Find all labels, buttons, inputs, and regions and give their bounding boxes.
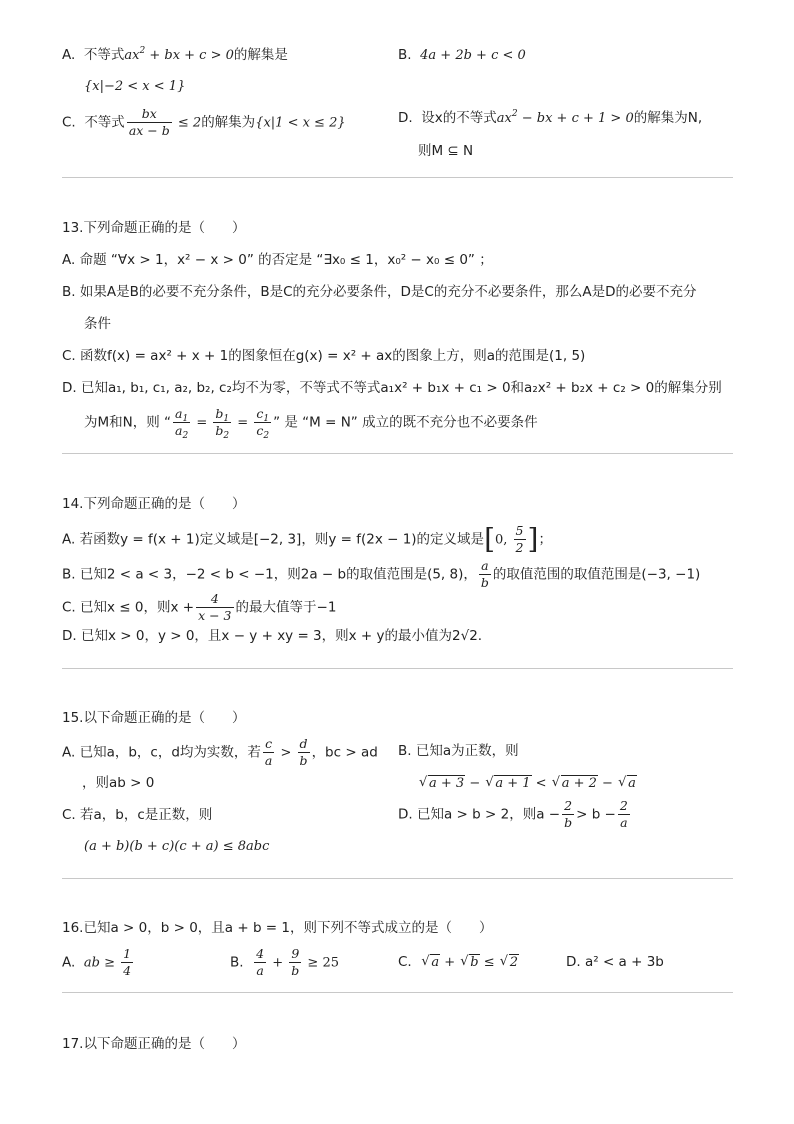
option-text: 的取值范围的取值范围是(−3, −1) xyxy=(492,566,701,583)
divider xyxy=(62,177,733,178)
q12-option-a xyxy=(62,45,288,66)
q13-option-c: C. 函数f(x) = ax² + x + 1的图象恒在g(x) = x² + ax的图象上方，则a的范围是(1, 5) xyxy=(62,348,586,364)
option-label: A. xyxy=(62,47,76,63)
q12-option-a-set: {x|−2 < x < 1} xyxy=(84,79,186,94)
fraction: $\frac{4}{x - 3}$ xyxy=(198,591,232,623)
option-label: B. xyxy=(230,954,244,971)
divider xyxy=(62,992,733,993)
option-text: A. 已知a，b，c，d均为实数，若 xyxy=(62,744,261,761)
q13-option-d-line2: 为M和N，则 “ $\frac{a_1}{a_2}$ = $\frac{b_1}{b_2}$ = $\frac{c_1}{c_2}$ ” 是 “M = N” 成立的既不充分也不必要条件 xyxy=(84,406,538,441)
option-text: B. 已知2 < a < 3，−2 < b < −1，则2a − b的取值范围是(5, 8)， xyxy=(62,566,477,583)
fraction: $\frac{a_1}{a_2}$ xyxy=(175,406,189,441)
fraction: $\frac{d}{b}$ xyxy=(299,736,308,768)
option-label: D. xyxy=(398,110,413,126)
fraction: $\frac{1}{4}$ xyxy=(123,946,132,978)
q15-stem: 15.以下命题正确的是（ ） xyxy=(62,710,246,726)
q16-option-d: D. a² < a + 3b xyxy=(566,954,664,970)
q14-option-d: D. 已知x > 0，y > 0，且x − y + xy = 3，则x + y的最小值为2√2. xyxy=(62,628,483,644)
fraction: $\frac{a}{b}$ xyxy=(480,558,489,590)
option-text: C. 已知x ≤ 0，则x + xyxy=(62,599,195,616)
option-text: ” 是 “M = N” 成立的既不充分也不必要条件 xyxy=(273,414,538,431)
option-text: > b − xyxy=(576,806,616,823)
q13-option-d: D. 已知a₁, b₁, c₁, a₂, b₂, c₂均不为零，不等式不等式a₁x² + b₁x + c₁ > 0和a₂x² + b₂x + c₂ > 0的解集分别 xyxy=(62,380,722,396)
q12-option-d xyxy=(398,108,702,129)
option-text: ，bc > ad xyxy=(311,744,378,761)
math-inline: {x|1 < x ≤ 2} xyxy=(255,115,346,131)
divider xyxy=(62,878,733,879)
q15-option-b: B. 已知a为正数，则 xyxy=(398,743,519,759)
option-text: 的解集为 xyxy=(201,114,256,131)
q16-option-a: A. ab ≥ $\frac{1}{4}$ xyxy=(62,946,132,978)
q12-option-b xyxy=(398,45,526,66)
q15-option-c-line2: (a + b)(b + c)(c + a) ≤ 8abc xyxy=(84,839,270,854)
option-text: 设x的不等式 xyxy=(421,110,497,126)
q14-option-c xyxy=(62,593,336,622)
q15-option-a: A. 已知a，b，c，d均为实数，若 $\frac{c}{a}$ > $\frac{d}{b}$ ，bc > ad xyxy=(62,736,378,768)
q16-option-b: B. $\frac{4}{a}$ + $\frac{9}{b}$ ≥ 25 xyxy=(230,946,339,978)
fraction: $\frac{b_1}{b_2}$ xyxy=(215,406,230,441)
option-text: D. 已知a > b > 2，则a − xyxy=(398,806,561,823)
q13-stem: 13.下列命题正确的是（ ） xyxy=(62,220,246,236)
fraction: $\frac{bx}{ax - b}$ xyxy=(128,106,170,138)
fraction: $\frac{c}{a}$ xyxy=(264,736,273,768)
option-text: ； xyxy=(538,531,552,548)
fraction: $\frac{9}{b}$ xyxy=(291,946,300,978)
math-inline: 4a + 2b + c < 0 xyxy=(420,48,526,63)
fraction: $\frac{5}{2}$ xyxy=(515,523,524,555)
q13-option-a: A. 命题 “∀x > 1，x² − x > 0” 的否定是 “∃x₀ ≤ 1，x₀² − x₀ ≤ 0” ； xyxy=(62,252,493,268)
q14-stem: 14.下列命题正确的是（ ） xyxy=(62,496,246,512)
q16-stem: 16.已知a > 0，b > 0，且a + b = 1，则下列不等式成立的是（ ） xyxy=(62,920,493,936)
q16-option-c: C. √ a + √ b ≤ √ 2 xyxy=(398,952,519,973)
divider xyxy=(62,453,733,454)
math-inline: $ax^2$ − bx + c + 1 > 0 xyxy=(496,109,634,126)
option-text: 的最大值等于−1 xyxy=(235,599,337,616)
option-text: 的解集是 xyxy=(233,47,288,63)
q15-option-b-line2: √ a + 3 − √ a + 1 < √ a + 2 − √ a xyxy=(418,773,637,794)
fraction: $\frac{4}{a}$ xyxy=(256,946,265,978)
option-label: B. xyxy=(398,47,412,63)
q17-stem: 17.以下命题正确的是（ ） xyxy=(62,1036,246,1052)
q15-option-d xyxy=(398,800,632,829)
math-inline: $ax^2$ + bx + c > 0 xyxy=(124,46,234,63)
q13-option-b-line2: 条件 xyxy=(84,316,111,332)
option-label: C. xyxy=(398,954,412,970)
q15-option-c: C. 若a，b，c是正数，则 xyxy=(62,807,213,823)
option-label: A. xyxy=(62,954,76,971)
q12-option-d-line2: 则M ⊆ N xyxy=(418,143,474,159)
option-text: A. 若函数y = f(x + 1)定义域是[−2, 3]，则y = f(2x − 1)的定义域是 xyxy=(62,531,485,548)
option-text: 的解集为N, xyxy=(633,110,703,126)
q14-option-a: A. 若函数y = f(x + 1)定义域是[−2, 3]，则y = f(2x − 1)的定义域是[0, $\frac{5}{2}$ ]； xyxy=(62,522,552,556)
fraction: $\frac{2}{b}$ xyxy=(564,798,573,830)
q13-option-b: B. 如果A是B的必要不充分条件，B是C的充分必要条件，D是C的充分不必要条件，那么A是D的必要不充分 xyxy=(62,284,697,300)
option-label: C. xyxy=(62,114,76,131)
q12-option-c: C. 不等式 $\frac{bx}{ax - b}$ ≤ 2的解集为{x|1 < x ≤ 2} xyxy=(62,106,346,138)
option-text: 不等式 xyxy=(83,47,125,63)
q14-option-b xyxy=(62,560,700,589)
divider xyxy=(62,668,733,669)
q15-option-a-line2: ，则ab > 0 xyxy=(82,775,155,791)
fraction: $\frac{2}{a}$ xyxy=(619,798,628,830)
option-text: 为M和N，则 “ xyxy=(84,414,172,431)
fraction: $\frac{c_1}{c_2}$ xyxy=(256,406,270,441)
option-text: 不等式 xyxy=(84,114,125,131)
